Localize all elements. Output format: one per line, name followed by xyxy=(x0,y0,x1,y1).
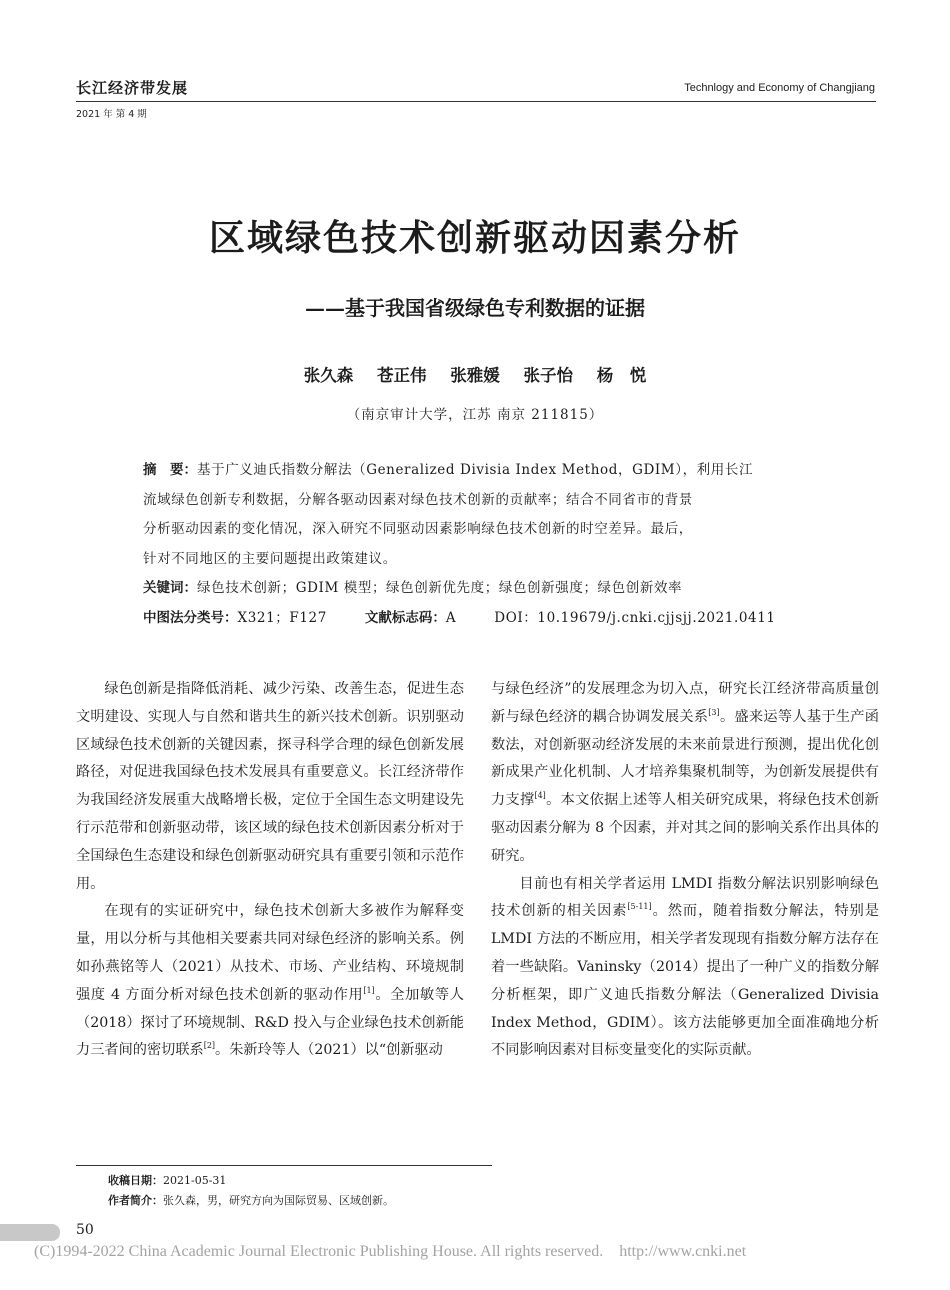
abstract-block xyxy=(143,456,815,633)
paragraph-text: 目前也有相关学者运用 LMDI 指数分解法识别影响绿色技术创新的相关因素 xyxy=(491,875,879,920)
journal-title-cn: 长江经济带发展 xyxy=(76,79,189,97)
header-rule xyxy=(76,101,876,102)
abstract-line xyxy=(143,456,815,486)
citation: [4] xyxy=(534,791,546,801)
paragraph-text: 。然而，随着指数分解法，特别是 LMDI 方法的不断应用，相关学者发现现有指数分解方法存在着一些缺陷。Vaninsky（2014）提出了一种广义的指数分解分析框架，即广义迪氏指数分解法（Generalized Divisia Index Method，GDIM）。该方法能够更加全面准确地分析不同影响因素对目标变量变化的实际贡献。 xyxy=(491,903,879,1059)
page-number: 50 xyxy=(76,1222,94,1238)
author-bio-label: 作者简介： xyxy=(108,1194,163,1207)
clc-value: X321；F127 xyxy=(237,609,327,626)
body-paragraph xyxy=(76,898,464,1065)
citation: [2] xyxy=(203,1041,216,1051)
paragraph-text: 。本文依据上述等人相关研究成果，将绿色技术创新驱动因素分解为 8 个因素，并对其之间的影响关系作出具体的研究。 xyxy=(491,792,879,864)
keywords-text: 绿色技术创新；GDIM 模型；绿色创新优先度；绿色创新强度；绿色创新效率 xyxy=(197,580,683,596)
doc-code-value: A xyxy=(445,609,457,626)
abstract-text: 基于广义迪氏指数分解法（Generalized Divisia Index Method，GDIM），利用长江 xyxy=(197,462,754,478)
abstract-line: 分析驱动因素的变化情况，深入研究不同驱动因素影响绿色技术创新的时空差异。最后， xyxy=(143,521,693,537)
copyright-notice: (C)1994-2022 China Academic Journal Electronic Publishing House. All rights reserved. http://www.cnki.net xyxy=(34,1243,747,1260)
footnote-rule xyxy=(76,1165,492,1166)
citation: [3] xyxy=(708,707,720,717)
affiliation: （南京审计大学，江苏 南京 211815） xyxy=(346,407,604,423)
abstract-line: 针对不同地区的主要问题提出政策建议。 xyxy=(143,550,397,567)
body-paragraph: 绿色创新是指降低消耗、减少污染、改善生态，促进生态文明建设、实现人与自然和谐共生的新兴技术创新。识别驱动区域绿色技术创新的关键因素，探寻科学合理的绿色创新发展路径，对促进我国绿色技术发展具有重要意义。长江经济带作为我国经济发展重大战略增长极，定位于全国生态文明建设先行示范带和创新驱动带，该区域的绿色技术创新因素分析对于全国绿色生态建设和绿色创新驱动研究具有重要引领和示范作用。 xyxy=(76,681,464,892)
author-name: 苍正伟 xyxy=(377,366,427,385)
abstract-label: 摘 要： xyxy=(143,462,197,478)
abstract-line: 流域绿色创新专利数据，分解各驱动因素对绿色技术创新的贡献率；结合不同省市的背景 xyxy=(143,491,693,508)
author-bio: 张久森，男，研究方向为国际贸易、区域创新。 xyxy=(163,1194,394,1207)
issue-info: 2021 年 第 4 期 xyxy=(76,109,147,120)
journal-title-en: Technlogy and Economy of Changjiang xyxy=(684,82,875,94)
doi: DOI：10.19679/j.cnki.cjjsjj.2021.0411 xyxy=(494,609,776,626)
author-name: 张久森 xyxy=(303,366,354,385)
article-subtitle: ——基于我国省级绿色专利数据的证据 xyxy=(305,296,645,320)
footnote-received xyxy=(108,1172,226,1188)
keywords-label: 关键词： xyxy=(143,580,197,596)
keywords-line xyxy=(143,574,815,604)
author-name: 杨 悦 xyxy=(596,366,647,385)
body-paragraph xyxy=(491,676,879,871)
paragraph-text: 与绿色经济”的发展理念为切入点，研究长江经济带高质量创新与绿色经济的耦合协调发展关系 xyxy=(491,681,879,725)
doc-code-label: 文献标志码： xyxy=(364,609,446,626)
paragraph-text: 。盛来运等人基于生产函数法，对创新驱动经济发展的未来前景进行预测，提出优化创新成果产业化机制、人才培养集聚机制等，为创新发展提供有力支撑 xyxy=(491,708,879,809)
author-list xyxy=(0,362,950,386)
citation: [5-11] xyxy=(627,902,652,912)
classification-line xyxy=(143,604,815,634)
received-date: 2021-05-31 xyxy=(163,1174,227,1187)
body-column-right xyxy=(491,676,879,1065)
author-name: 张子怡 xyxy=(523,366,573,385)
page-tab-decoration xyxy=(0,1224,60,1241)
footnote-author xyxy=(108,1192,394,1208)
paragraph-text: 。朱新玲等人（2021）以“创新驱动 xyxy=(215,1042,443,1059)
author-name: 张雅媛 xyxy=(450,366,500,385)
received-label: 收稿日期： xyxy=(108,1174,163,1187)
clc-label: 中图法分类号： xyxy=(143,609,238,626)
body-column-left xyxy=(76,676,464,1065)
article-title: 区域绿色技术创新驱动因素分析 xyxy=(208,218,741,259)
citation: [1] xyxy=(363,985,375,995)
body-paragraph xyxy=(491,871,879,1066)
paragraph-text: 。全加敏等人（2018）探讨了环境规制、R&D 投入与企业绿色技术创新能力三者间的密切联系 xyxy=(76,986,464,1059)
paragraph-text: 在现有的实证研究中，绿色技术创新大多被作为解释变量，用以分析与其他相关要素共同对绿色经济的影响关系。例如孙燕铭等人（2021）从技术、市场、产业结构、环境规制强度 4 方面分析对绿色技术创新的驱动作用 xyxy=(76,903,464,1003)
